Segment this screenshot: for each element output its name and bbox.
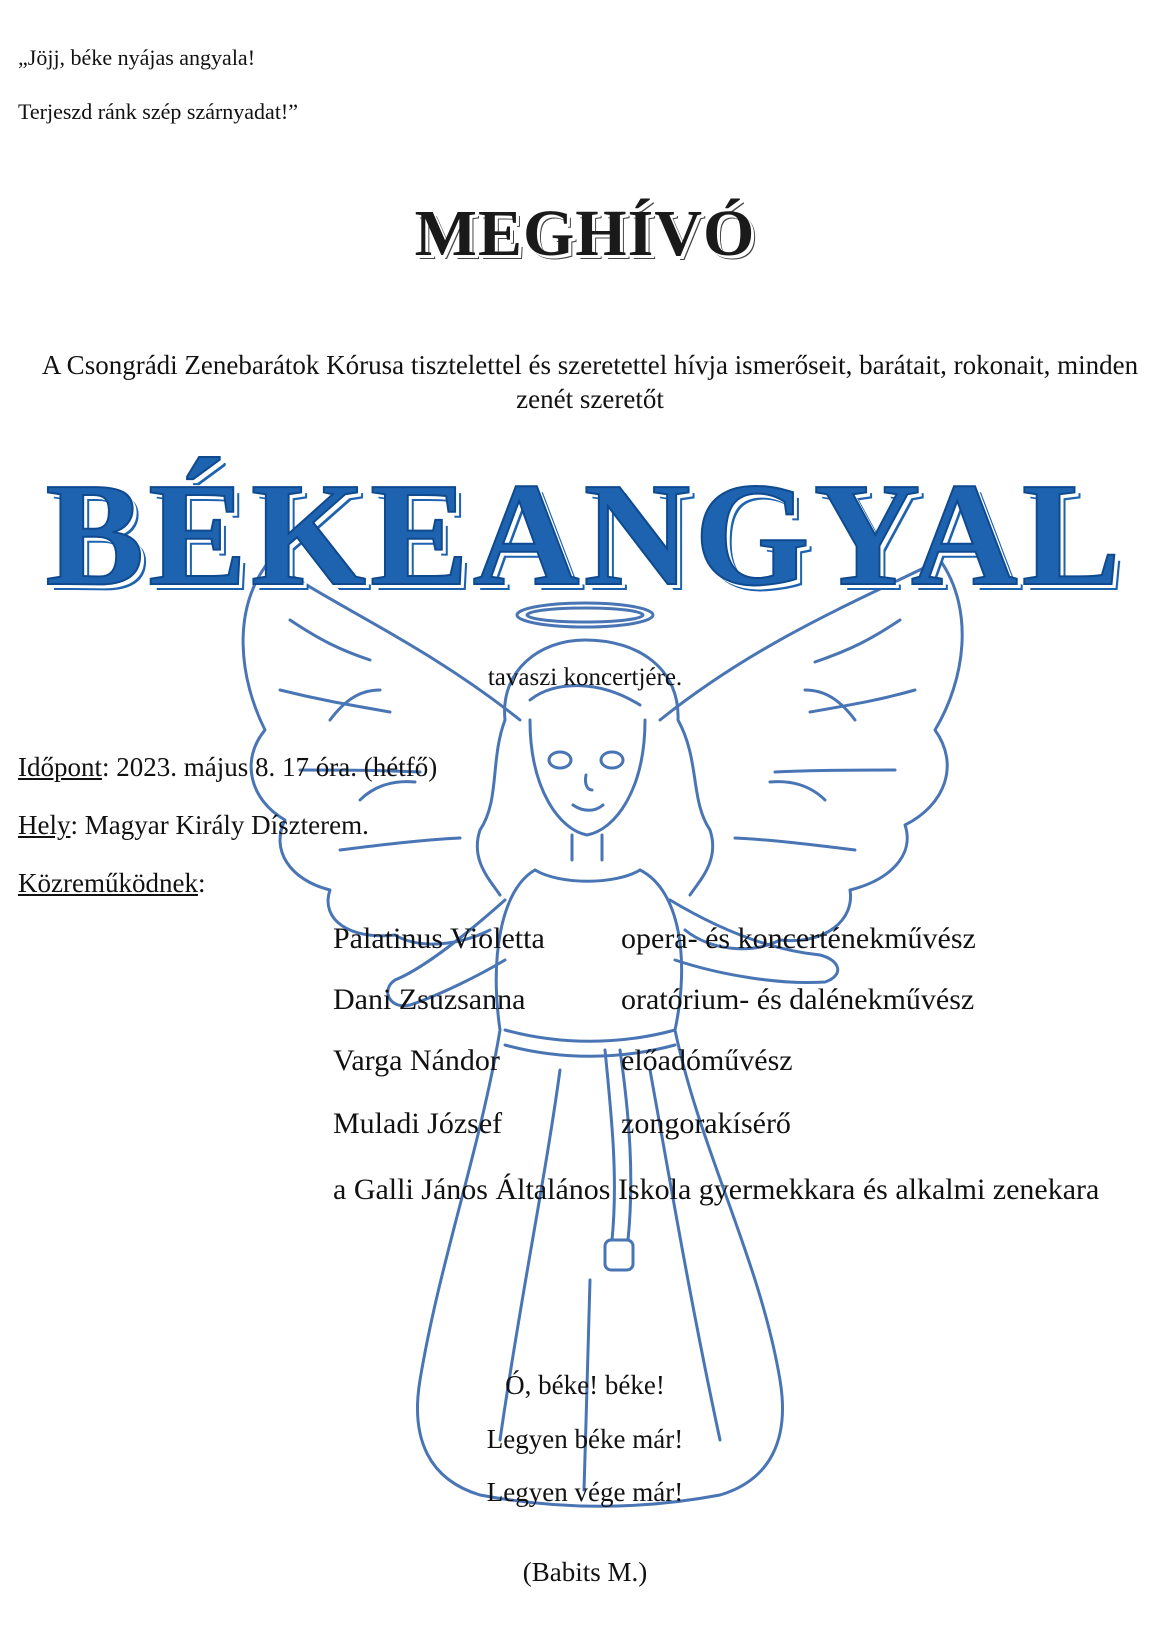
page-title: MEGHÍVÓ [414, 197, 756, 270]
performer-role: előadóművész [621, 1044, 793, 1077]
performer-name: Muladi József [333, 1107, 503, 1140]
poem-author: (Babits M.) [522, 1557, 648, 1587]
performers-label: Közreműködnek [18, 868, 198, 898]
event-name: BÉKEANGYAL [45, 453, 1125, 617]
performer-role: zongorakísérő [621, 1107, 791, 1140]
poem-line-3: Legyen vége már! [486, 1477, 684, 1507]
performers-heading [18, 868, 205, 899]
poem-line-2: Legyen béke már! [486, 1424, 684, 1454]
ensemble-text: a Galli János Általános Iskola gyermekkara és alkalmi zenekara [333, 1173, 1100, 1206]
poem-line-1: Ó, béke! béke! [505, 1370, 665, 1400]
performer-name: Palatinus Violetta [333, 922, 545, 955]
performer-role: opera- és koncerténekművész [621, 922, 976, 955]
time-label: Időpont [18, 752, 102, 782]
event-subtitle: tavaszi koncertjére. [487, 664, 683, 691]
face-shape [530, 720, 645, 835]
time-row [18, 752, 437, 783]
place-value: : Magyar Király Díszterem. [70, 810, 369, 840]
time-value: : 2023. május 8. 17 óra. (hétfő) [102, 752, 438, 782]
intro-text: A Csongrádi Zenebarátok Kórusa tisztelettel és szeretettel hívja ismerőseit, barátait, rokonait, minden zenét szeretőt [41, 350, 1139, 414]
performer-name: Varga Nándor [333, 1044, 500, 1077]
place-label: Hely [18, 810, 71, 840]
place-row [18, 810, 369, 841]
performer-name: Dani Zsuzsanna [333, 983, 526, 1016]
motto-line-1: „Jöjj, béke nyájas angyala! [18, 45, 256, 70]
performer-role: oratórium- és dalénekművész [621, 983, 975, 1016]
motto-line-2: Terjeszd ránk szép szárnyadat!” [18, 99, 299, 124]
performers-suffix: : [197, 868, 206, 898]
